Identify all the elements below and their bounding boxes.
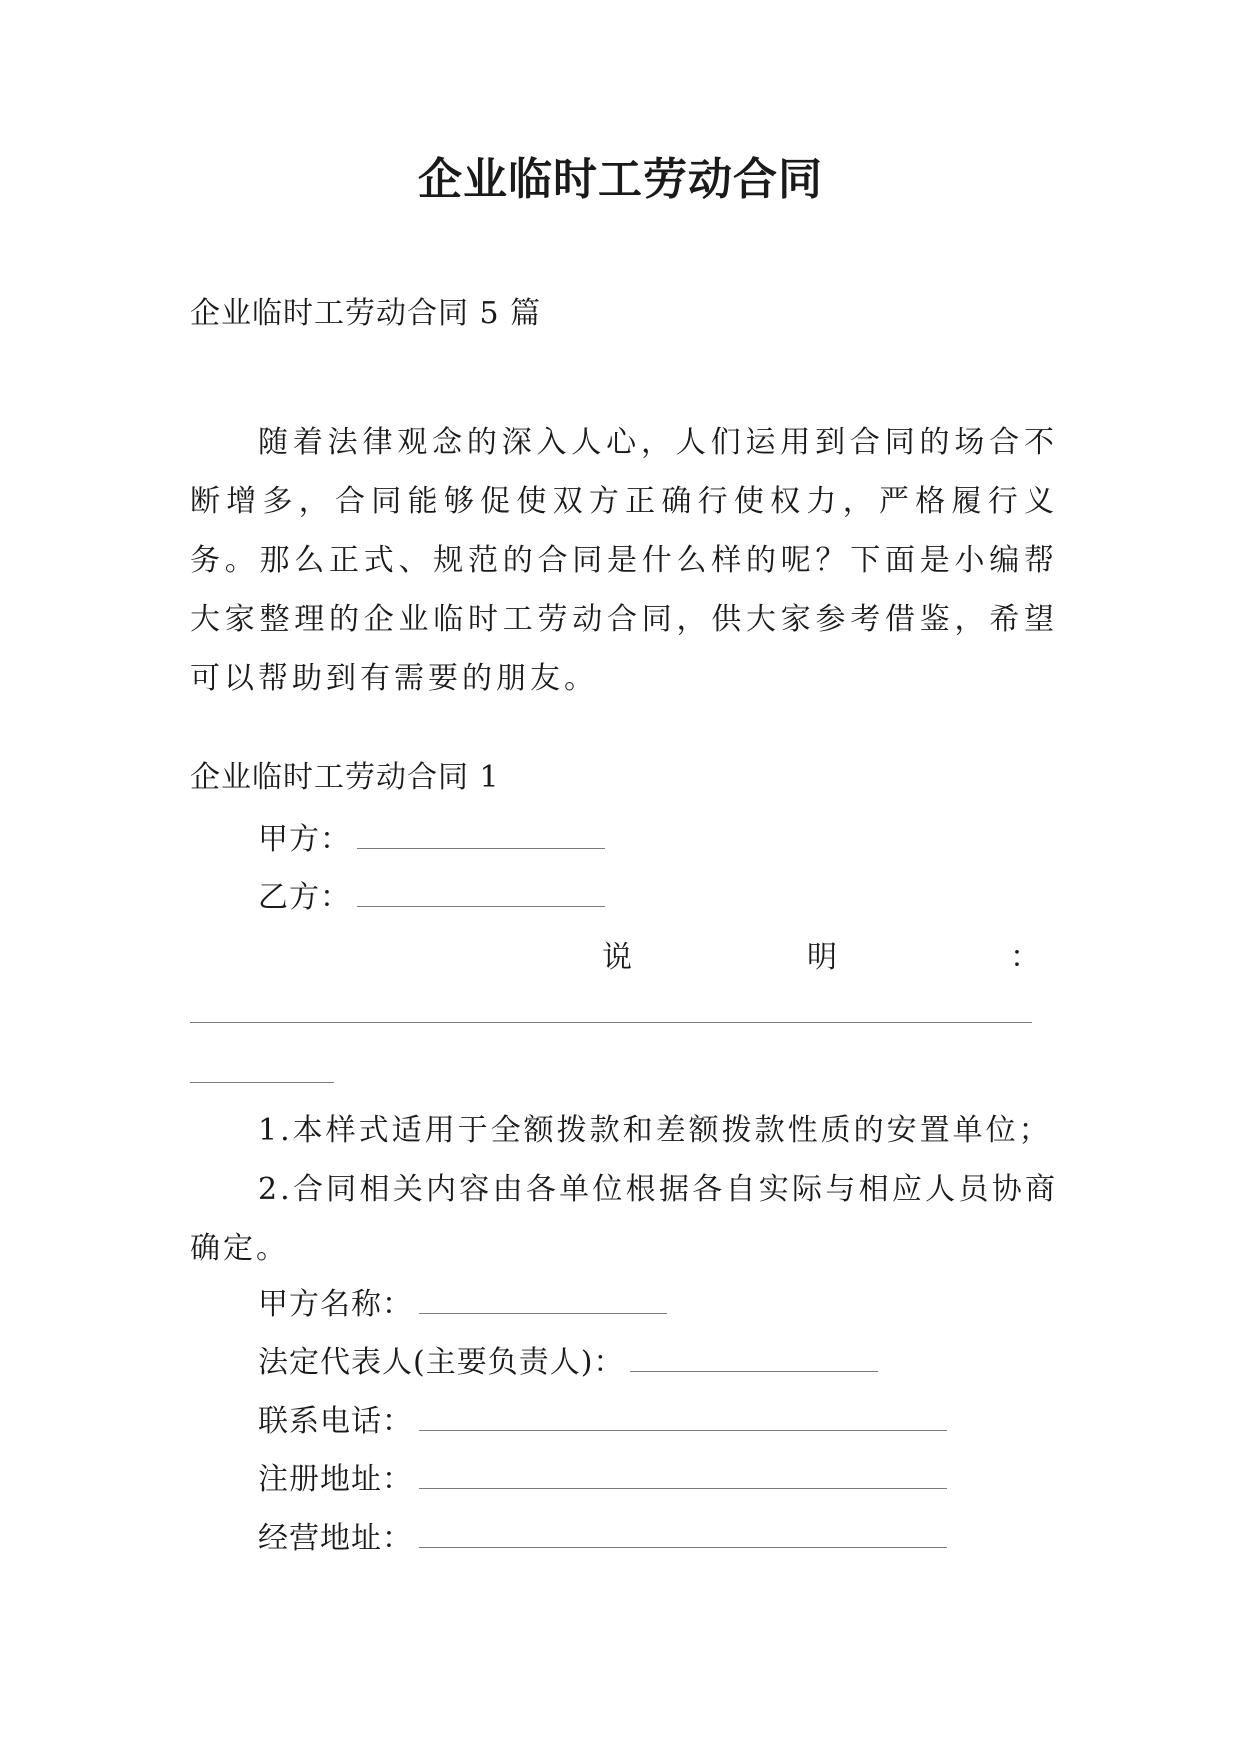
- document-subtitle: 企业临时工劳动合同 5 篇: [190, 296, 542, 331]
- document-title: 企业临时工劳动合同: [418, 154, 823, 205]
- field-label: 联系电话：: [258, 1404, 413, 1439]
- note-heading-part2: 明: [807, 940, 837, 975]
- note-blank-line-1: [190, 1022, 1032, 1023]
- party-a-label: 甲方：: [258, 822, 351, 857]
- field-label: 经营地址：: [258, 1521, 413, 1556]
- field-blank: [419, 1400, 947, 1431]
- note-heading-part1: 说: [602, 940, 632, 975]
- field-blank: [419, 1517, 947, 1548]
- party-a-blank: [357, 818, 605, 849]
- field-blank: [630, 1341, 878, 1372]
- field-row-legal-representative: [258, 1341, 878, 1383]
- party-a-row: [258, 818, 605, 860]
- field-label: 法定代表人(主要负责人)：: [258, 1345, 625, 1380]
- party-b-row: [258, 876, 605, 918]
- field-label: 注册地址：: [258, 1462, 413, 1497]
- note-item: 2.合同相关内容由各单位根据各自实际与相应人员协商确定。: [190, 1172, 1058, 1266]
- note-item: 1.本样式适用于全额拨款和差额拨款性质的安置单位；: [258, 1113, 1052, 1148]
- field-row-business-address: [258, 1517, 947, 1559]
- field-blank: [419, 1283, 667, 1314]
- note-blank-line-2: [190, 1082, 334, 1083]
- party-b-label: 乙方：: [258, 880, 351, 915]
- field-row-phone: [258, 1400, 947, 1442]
- field-row-registered-address: [258, 1458, 947, 1500]
- field-row-party-a-name: [258, 1283, 667, 1325]
- intro-paragraph: 随着法律观念的深入人心，人们运用到合同的场合不断增多，合同能够促使双方正确行使权力，严格履行义务。那么正式、规范的合同是什么样的呢？下面是小编帮大家整理的企业临时工劳动合同，供大家参考借鉴，希望可以帮助到有需要的朋友。: [190, 425, 1058, 696]
- field-label: 甲方名称：: [258, 1287, 413, 1322]
- party-b-blank: [357, 876, 605, 907]
- note-heading-colon: ：: [1010, 940, 1040, 975]
- section-heading: 企业临时工劳动合同 1: [190, 760, 500, 795]
- field-blank: [419, 1458, 947, 1489]
